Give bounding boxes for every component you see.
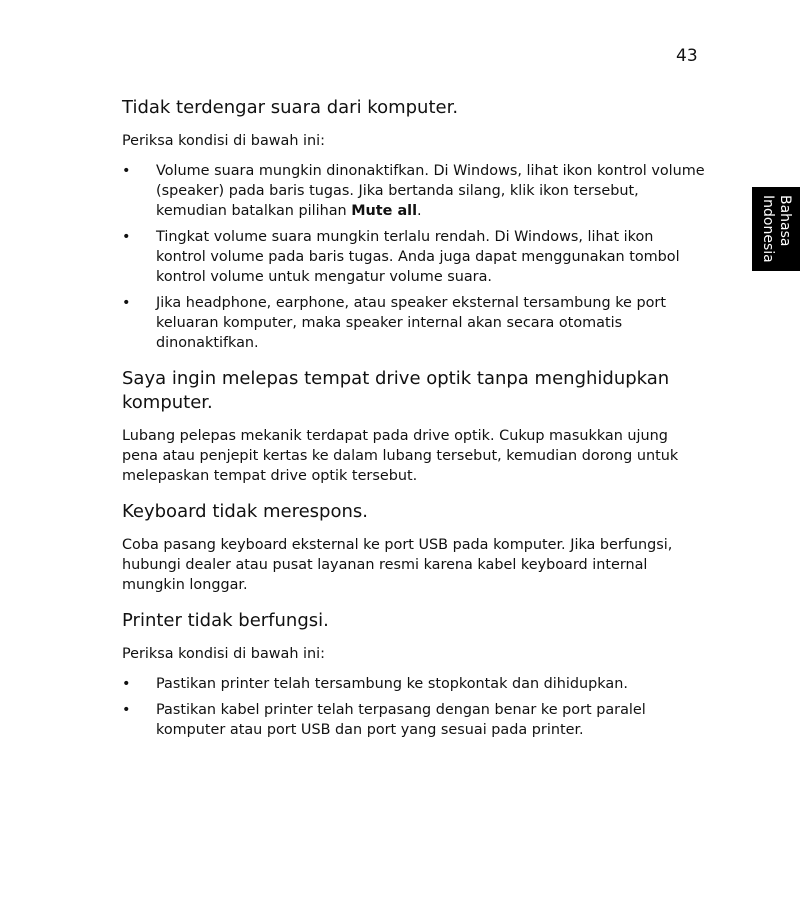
section-title: Saya ingin melepas tempat drive optik tanpa menghidupkan komputer. — [122, 368, 670, 413]
bullet-list — [122, 674, 707, 740]
section-title: Printer tidak berfungsi. — [122, 610, 329, 631]
list-item-text: Jika headphone, earphone, atau speaker eksternal tersambung ke port keluaran komputer, maka speaker internal akan secara otomatis dinonaktifkan. — [156, 295, 666, 351]
bullet-icon: • — [122, 295, 131, 311]
bullet-icon: • — [122, 229, 131, 245]
bullet-list — [122, 161, 707, 353]
section-body: Coba pasang keyboard eksternal ke port USB pada komputer. Jika berfungsi, hubungi dealer atau pusat layanan resmi karena kabel keyboard internal mungkin longgar. — [122, 537, 673, 593]
list-item-text: Tingkat volume suara mungkin terlalu rendah. Di Windows, lihat ikon kontrol volume pada baris tugas. Anda juga dapat menggunakan tombol kontrol volume untuk mengatur volume suara. — [156, 229, 680, 285]
bullet-icon: • — [122, 702, 131, 718]
list-item-text: Volume suara mungkin dinonaktifkan. Di Windows, lihat ikon kontrol volume (speaker) pada baris tugas. Jika bertanda silang, klik ikon tersebut, kemudian batalkan pilihan — [156, 163, 705, 219]
list-item-suffix: . — [417, 203, 422, 219]
section-printer — [122, 609, 707, 740]
page-number: 43 — [676, 46, 698, 66]
mute-all-label: Mute all — [351, 203, 418, 219]
language-tab — [752, 187, 800, 271]
section-title: Keyboard tidak merespons. — [122, 501, 369, 522]
page-content — [122, 96, 707, 754]
section-no-sound — [122, 96, 707, 353]
list-item — [122, 293, 707, 353]
list-item-text: Pastikan kabel printer telah terpasang dengan benar ke port paralel komputer atau port USB dan port yang sesuai pada printer. — [156, 702, 646, 738]
list-item — [122, 674, 707, 694]
section-body: Lubang pelepas mekanik terdapat pada drive optik. Cukup masukkan ujung pena atau penjepit kertas ke dalam lubang tersebut, kemudian dorong untuk melepaskan tempat drive optik tersebut. — [122, 428, 679, 484]
section-intro: Periksa kondisi di bawah ini: — [122, 133, 326, 149]
section-title: Tidak terdengar suara dari komputer. — [122, 97, 459, 118]
bullet-icon: • — [122, 163, 131, 179]
section-intro: Periksa kondisi di bawah ini: — [122, 646, 326, 662]
section-optical-drive — [122, 367, 707, 486]
bullet-icon: • — [122, 676, 131, 692]
section-keyboard — [122, 500, 707, 595]
list-item — [122, 227, 707, 287]
list-item — [122, 700, 707, 740]
list-item-text: Pastikan printer telah tersambung ke stopkontak dan dihidupkan. — [156, 676, 628, 692]
language-tab-label: Bahasa Indonesia — [760, 195, 793, 263]
list-item — [122, 161, 707, 221]
